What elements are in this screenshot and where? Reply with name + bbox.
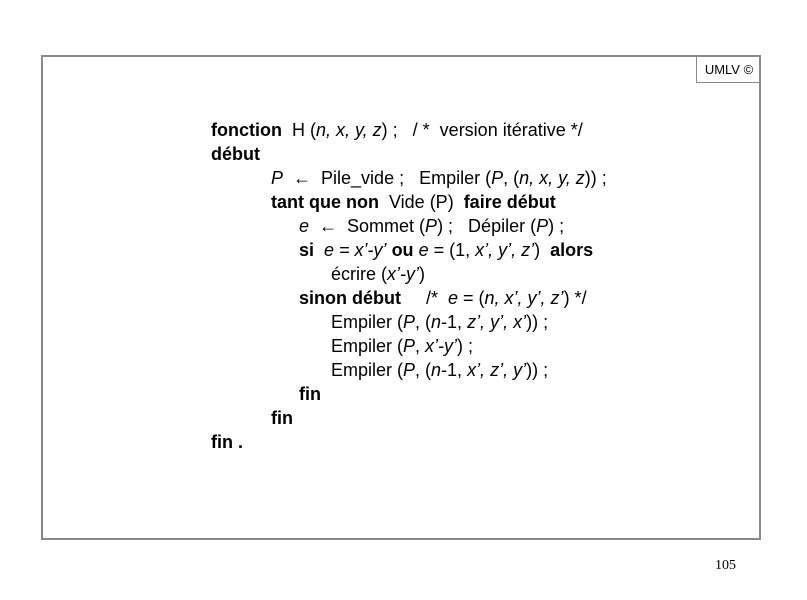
var: P [403,312,416,332]
code-line-5 [299,214,564,238]
text: = ( [458,288,485,308]
keyword: fin [299,384,321,404]
code-line-2 [211,142,260,166]
umlv-badge: UMLV © [696,57,761,83]
text: ) [419,264,426,284]
keyword: ou [386,240,419,260]
keyword: fin [271,408,293,428]
code-line-8 [299,286,587,310]
text: , [415,336,426,356]
text: Sommet ( [347,216,426,236]
args: z’, y’, x’ [467,312,527,332]
arrow: ← [283,168,322,188]
args: n, x, y, z [519,168,585,188]
var: P [403,336,416,356]
text: Vide (P) [378,192,464,212]
text: ) ; [548,216,565,236]
var: P [425,216,438,236]
text: )) ; [526,312,549,332]
keyword: tant que non [271,192,379,212]
text: Empiler ( [331,360,404,380]
text [314,240,324,260]
var: e [299,216,310,236]
text: H ( [281,120,316,140]
args: x’, z’, y’ [467,360,527,380]
args: x’, y’, z’ [475,240,535,260]
text: , ( [415,360,432,380]
code-line-14 [211,430,243,454]
text: ) */ [563,288,587,308]
args: n, x, y, z [315,120,382,140]
code-line-4 [271,190,556,214]
keyword: faire début [463,192,556,212]
arrow: ← [309,216,348,236]
text: ) ; / * version itérative */ [381,120,583,140]
text: /* [401,288,449,308]
keyword-fonction: fonction [211,120,282,140]
keyword: sinon début [299,288,401,308]
condition: e = x’-y’ [324,240,387,260]
keyword: si [299,240,315,260]
text: Empiler ( [331,336,404,356]
page-number: 105 [715,558,736,573]
text: )) ; [584,168,607,188]
var: P [271,168,284,188]
text: = (1, [428,240,476,260]
code-line-1 [211,118,583,142]
keyword-debut: début [211,144,260,164]
text: Empiler ( [331,312,404,332]
text: ) ; [457,336,474,356]
code-line-9 [331,310,548,334]
var: P [536,216,549,236]
keyword: fin . [211,432,243,452]
var: x’-y’ [425,336,458,356]
code-line-6 [299,238,593,262]
var: e [418,240,429,260]
var: P [491,168,504,188]
code-line-11 [331,358,548,382]
var: e [448,288,459,308]
args: n, x’, y’, z’ [484,288,564,308]
text: ) [534,240,551,260]
var: n [431,312,442,332]
text: écrire ( [331,264,388,284]
code-line-12 [299,382,321,406]
text: )) ; [526,360,549,380]
code-line-13 [271,406,293,430]
text: , ( [503,168,520,188]
code-line-7 [331,262,425,286]
var: n [431,360,442,380]
code-line-10 [331,334,473,358]
var: x’-y’ [387,264,420,284]
code-line-3 [271,166,607,190]
text: ) ; Dépiler ( [437,216,537,236]
keyword: alors [550,240,594,260]
text: , ( [415,312,432,332]
text: Pile_vide ; Empiler ( [321,168,492,188]
text: -1, [441,312,468,332]
text: -1, [441,360,468,380]
var: P [403,360,416,380]
